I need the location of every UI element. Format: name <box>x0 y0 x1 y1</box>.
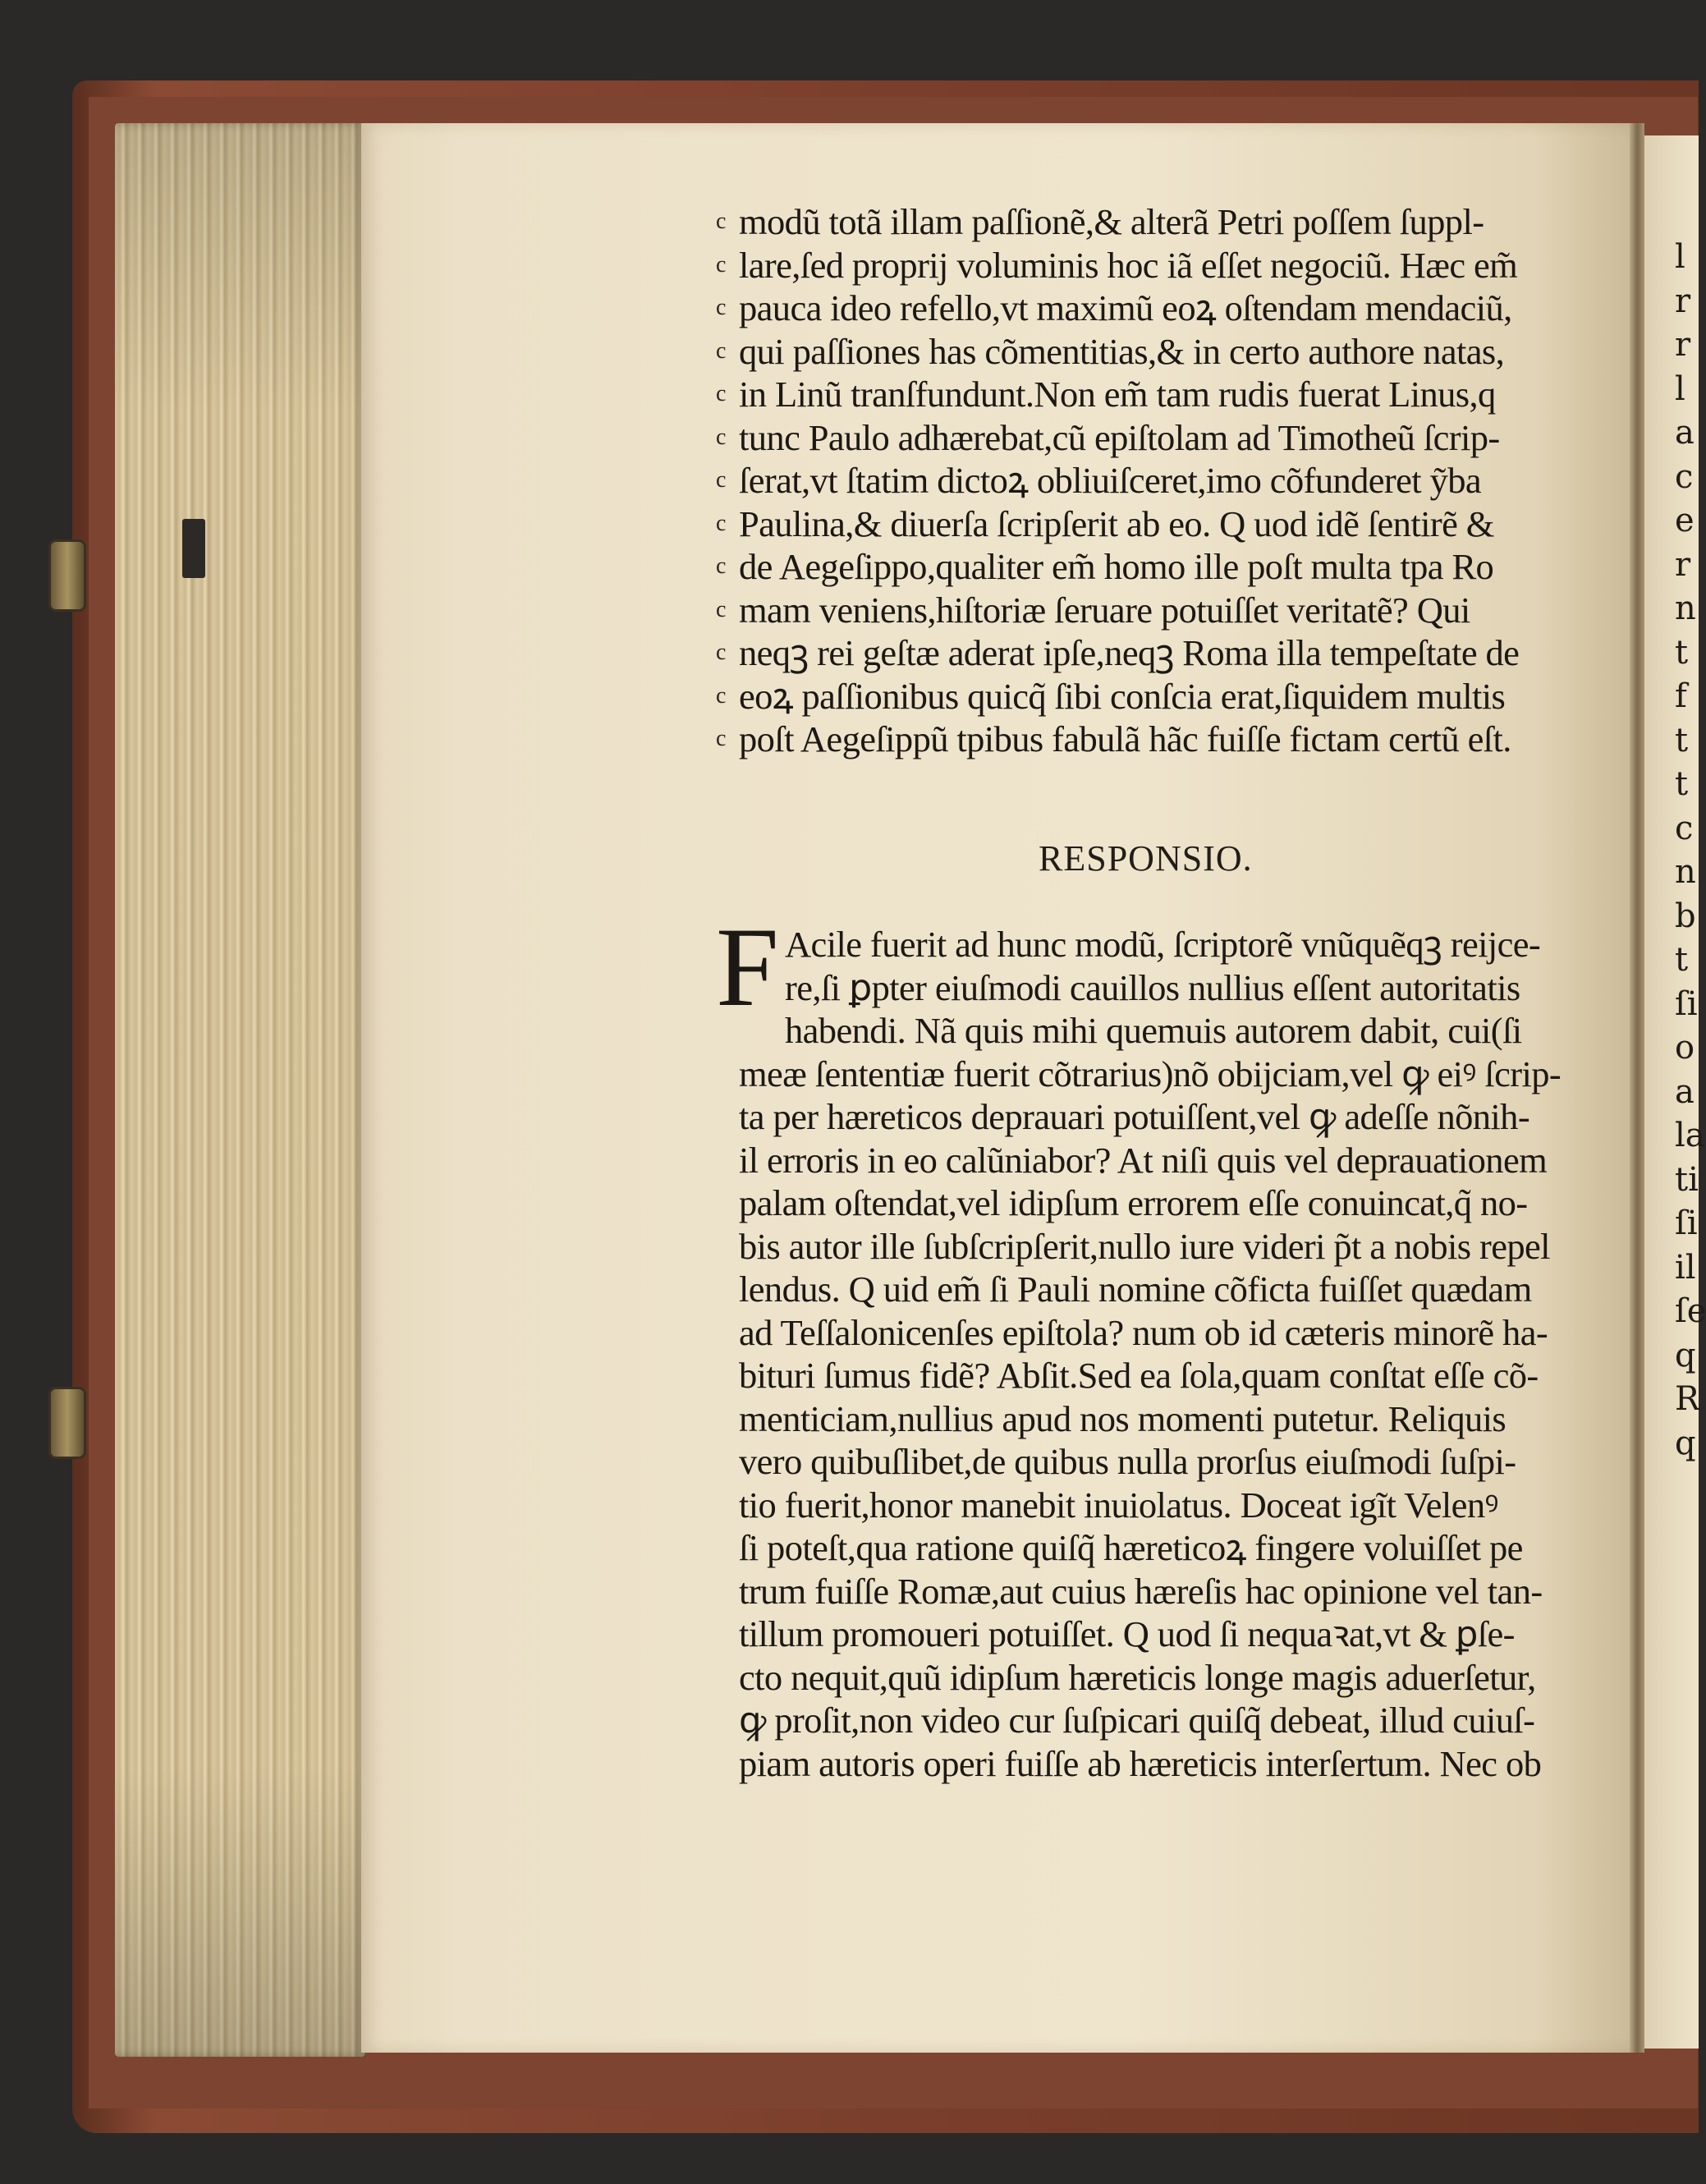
facing-letter: la <box>1675 1117 1705 1154</box>
text-line: trum fuiſſe Romæ,aut cuius hæreſis hac opinione vel tan- <box>739 1570 1543 1612</box>
text-line: tio fuerit,honor manebit inuiolatus. Doceat igĩt Velenꝰ <box>739 1484 1498 1526</box>
facing-letter: q <box>1675 1336 1696 1374</box>
text-line: eoꝝ paſſionibus quicq̃ ſibi conſcia erat,ſiquidem multis <box>739 675 1506 717</box>
margin-mark: c <box>716 596 727 622</box>
text-line: tunc Paulo adhærebat,cũ epiſtolam ad Timotheũ ſcrip- <box>739 416 1500 458</box>
clasp-lower <box>51 1389 84 1457</box>
margin-mark: c <box>716 251 727 278</box>
text-line: ſi poteſt,qua ratione quiſq̃ hæreticoꝝ fingere voluiſſet pe <box>739 1527 1523 1568</box>
margin-mark: c <box>716 510 727 536</box>
text-line: Paulina,& diuerſa ſcripſerit ab eo. Q uod idẽ ſentirẽ & <box>739 502 1494 544</box>
text-line: ſerat,vt ſtatim dictoꝝ obliuiſceret,imo cõfunderet ỹba <box>739 460 1482 501</box>
text-line: lare,ſed proprij voluminis hoc iã eſſet negociũ. Hæc em̃ <box>739 244 1518 286</box>
clasp-upper <box>51 542 84 609</box>
facing-letter: f <box>1675 677 1687 715</box>
gutter <box>1630 123 1644 2053</box>
facing-letter: c <box>1675 809 1694 847</box>
text-line: de Aegeſippo,qualiter em̃ homo ille poſt multa tpa Ro <box>739 546 1494 587</box>
facing-letter: t <box>1675 633 1689 672</box>
facing-letter: r <box>1675 282 1691 320</box>
drop-cap: F <box>716 904 779 1030</box>
text-line: tillum promoueri potuiſſet. Q uod ſi nequaꝛat,vt & ꝑſe- <box>739 1613 1515 1654</box>
text-line: menticiam,nullius apud nos momenti putetur. Reliquis <box>739 1397 1507 1439</box>
margin-mark: c <box>716 467 727 493</box>
facing-letter: ti <box>1675 1160 1699 1199</box>
facing-letter: ſi <box>1675 984 1698 1023</box>
text-line: lendus. Q uid em̃ ſi Pauli nomine cõficta fuiſſet quædam <box>739 1269 1532 1310</box>
paragraph-before <box>739 200 1605 761</box>
text-line: in Linũ tranſfundunt.Non em̃ tam rudis fuerat Linus,q <box>739 374 1496 415</box>
text-line: ta per hæreticos deprauari potuiſſent,vel ꝙ adeſſe nõnih- <box>739 1096 1530 1137</box>
text-line: re,ſi ꝑpter eiuſmodi cauillos nullius eſſent autoritatis <box>785 966 1520 1008</box>
facing-letter: c <box>1675 457 1694 496</box>
text-line: meæ ſententiæ fuerit cõtrarius)nõ obijciam,vel ꝙ eiꝰ ſcrip- <box>739 1053 1562 1094</box>
margin-mark: c <box>716 295 727 320</box>
facing-letter: il <box>1675 1248 1696 1287</box>
facing-letter: n <box>1675 590 1696 627</box>
facing-letter: a <box>1675 1072 1695 1111</box>
text-line: cto nequit,quũ idipſum hæreticis longe magis aduerſetur, <box>739 1656 1536 1698</box>
text-line: habendi. Nã quis mihi quemuis autorem dabit, cui(ſi <box>785 1010 1522 1051</box>
text-line: bis autor ille ſubſcripſerit,nullo iure videri p̃t a nobis repel <box>739 1225 1550 1267</box>
facing-letter: q <box>1675 1424 1696 1462</box>
text-line: bituri ſumus fidẽ? Abſit.Sed ea ſola,quam conſtat eſſe cõ- <box>739 1355 1539 1396</box>
bookmark-tab <box>182 519 205 578</box>
margin-mark: c <box>716 209 727 234</box>
text-line: vero quibuſlibet,de quibus nulla prorſus eiuſmodi ſuſpi- <box>739 1441 1516 1482</box>
margin-mark: c <box>716 424 727 450</box>
facing-letter: e <box>1675 502 1695 539</box>
facing-letter: R <box>1675 1380 1700 1418</box>
text-line: piam autoris operi fuiſſe ab hæreticis interſertum. Nec ob <box>739 1742 1542 1784</box>
facing-letter: a <box>1675 414 1695 452</box>
text-line: palam oſtendat,vel idipſum errorem eſſe conuincat,q̃ no- <box>739 1182 1528 1223</box>
margin-mark: c <box>716 726 727 751</box>
facing-letter: t <box>1675 941 1689 979</box>
facing-letter: r <box>1675 326 1691 364</box>
facing-letter: l <box>1675 238 1685 276</box>
paragraph-responsio <box>739 923 1605 1785</box>
text-line: poſt Aegeſippũ tpibus fabulã hãc fuiſſe fictam certũ eſt. <box>739 718 1511 759</box>
facing-letter: t <box>1675 721 1689 759</box>
text-line: Acile fuerit ad hunc modũ, ſcriptorẽ vnũquẽqꝫ reijce- <box>785 924 1541 965</box>
facing-letter: o <box>1675 1029 1695 1067</box>
section-heading: RESPONSIO. <box>1039 838 1253 879</box>
facing-letter: n <box>1675 853 1696 891</box>
text-line: qui paſſiones has cõmentitias,& in certo authore natas, <box>739 330 1505 372</box>
text-line: neqꝫ rei geſtæ aderat ipſe,neqꝫ Roma illa tempeſtate de <box>739 632 1520 673</box>
facing-letter: r <box>1675 545 1691 584</box>
margin-mark: c <box>716 553 727 579</box>
facing-letter: l <box>1675 369 1685 408</box>
facing-letter: ſi <box>1675 1204 1698 1242</box>
margin-mark: c <box>716 381 727 406</box>
text-line: pauca ideo refello,vt maximũ eoꝝ oſtendam mendaciũ, <box>739 287 1512 328</box>
margin-marks <box>716 200 736 761</box>
margin-mark: c <box>716 640 727 665</box>
text-line: ad Teſſalonicenſes epiſtola? num ob id cæteris minorẽ ha- <box>739 1311 1548 1353</box>
facing-letter: ſe <box>1675 1292 1706 1330</box>
text-line: il erroris in eo calũniabor? At niſi quis vel deprauationem <box>739 1139 1548 1181</box>
text-line: modũ totã illam paſſionẽ,& alterã Petri poſſem ſuppl- <box>739 201 1484 242</box>
text-line: ꝙ proſit,non video cur ſuſpicari quiſq̃ debeat, illud cuiuſ- <box>739 1700 1535 1741</box>
margin-mark: c <box>716 682 727 709</box>
facing-letter: t <box>1675 765 1689 803</box>
facing-letter: b <box>1675 897 1696 935</box>
page-edges-shade <box>115 123 365 2057</box>
text-line: mam veniens,hiſtoriæ ſeruare potuiſſet veritatẽ? Qui <box>739 589 1470 631</box>
margin-mark: c <box>716 337 727 364</box>
